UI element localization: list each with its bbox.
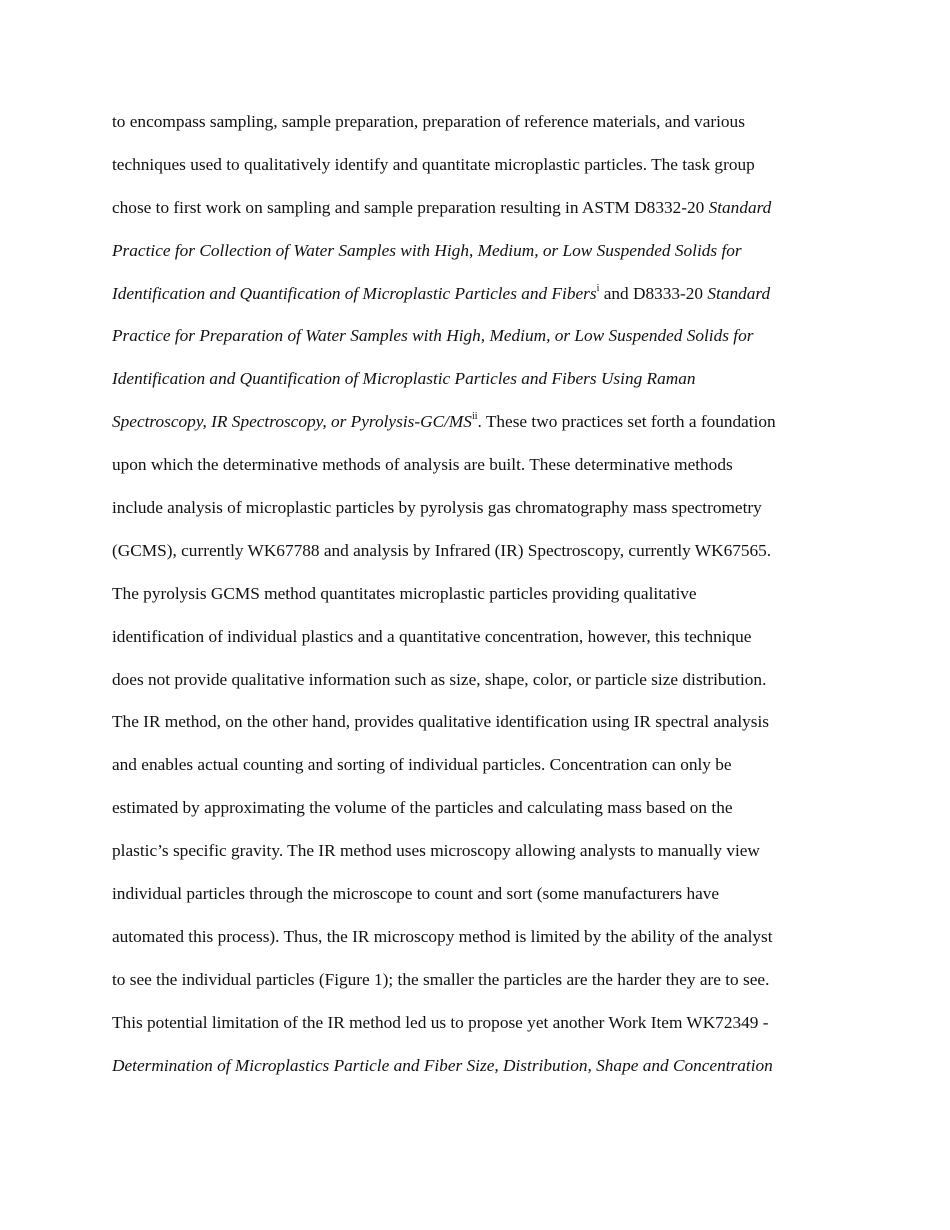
text-run: (GCMS), currently WK67788 and analysis by Infrared (IR) Spectroscopy, currently WK67565. (112, 540, 772, 560)
text-line (112, 315, 852, 358)
text-line (112, 401, 852, 444)
footnote-marker: i (596, 282, 600, 294)
text-line (112, 230, 852, 273)
text-run: and enables actual counting and sorting of individual particles. Concentration can only be (112, 755, 732, 775)
text-line (112, 830, 852, 873)
text-line (112, 358, 852, 401)
text-line (112, 1002, 852, 1045)
text-run: and D8333-20 (599, 283, 708, 303)
text-line (112, 616, 852, 659)
footnote-marker: ii (471, 411, 478, 423)
text-line (112, 701, 852, 744)
italic-text: Standard (707, 283, 771, 303)
text-run: automated this process). Thus, the IR microscopy method is limited by the ability of the analyst (112, 926, 773, 946)
text-line (112, 101, 852, 144)
italic-text: Practice for Collection of Water Samples with High, Medium, or Low Suspended Solids for (112, 240, 742, 260)
text-run: This potential limitation of the IR method led us to propose yet another Work Item WK72349 - (112, 1012, 769, 1032)
italic-text: Standard (708, 197, 772, 217)
text-run: identification of individual plastics and a quantitative concentration, however, this technique (112, 626, 752, 646)
text-run: individual particles through the microscope to count and sort (some manufacturers have (112, 884, 720, 904)
text-run: techniques used to qualitatively identify and quantitate microplastic particles. The task group (112, 154, 755, 174)
italic-text: Practice for Preparation of Water Samples with High, Medium, or Low Suspended Solids for (112, 326, 754, 346)
text-run: include analysis of microplastic particles by pyrolysis gas chromatography mass spectrometry (112, 498, 762, 518)
text-line (112, 573, 852, 616)
text-line (112, 273, 852, 316)
text-line (112, 144, 852, 187)
text-run: chose to first work on sampling and sample preparation resulting in ASTM D8332-20 (112, 197, 709, 217)
text-line (112, 187, 852, 230)
text-line (112, 1045, 852, 1088)
text-line (112, 530, 852, 573)
text-line (112, 744, 852, 787)
text-line (112, 487, 852, 530)
text-line (112, 959, 852, 1002)
text-run: upon which the determinative methods of analysis are built. These determinative methods (112, 455, 733, 475)
text-line (112, 787, 852, 830)
text-line (112, 916, 852, 959)
italic-text: Identification and Quantification of Microplastic Particles and Fibers Using Raman (112, 369, 696, 389)
italic-text: Determination of Microplastics Particle and Fiber Size, Distribution, Shape and Concentration (112, 1055, 773, 1075)
text-run: to encompass sampling, sample preparation, preparation of reference materials, and various (112, 112, 745, 131)
text-run: The pyrolysis GCMS method quantitates microplastic particles providing qualitative (112, 583, 697, 603)
text-run: plastic’s specific gravity. The IR method uses microscopy allowing analysts to manually view (112, 841, 760, 861)
text-run: . These two practices set forth a foundation (477, 412, 776, 432)
text-line (112, 659, 852, 702)
italic-text: Identification and Quantification of Microplastic Particles and Fibers (112, 283, 597, 303)
text-run: does not provide qualitative information such as size, shape, color, or particle size distribution. (112, 669, 767, 689)
text-run: estimated by approximating the volume of the particles and calculating mass based on the (112, 798, 733, 818)
body-text (112, 101, 852, 1087)
text-run: The IR method, on the other hand, provides qualitative identification using IR spectral analysis (112, 712, 770, 732)
text-line (112, 444, 852, 487)
text-run: to see the individual particles (Figure 1); the smaller the particles are the harder they are to see. (112, 969, 770, 989)
text-line (112, 873, 852, 916)
italic-text: Spectroscopy, IR Spectroscopy, or Pyrolysis-GC/MS (112, 412, 472, 432)
